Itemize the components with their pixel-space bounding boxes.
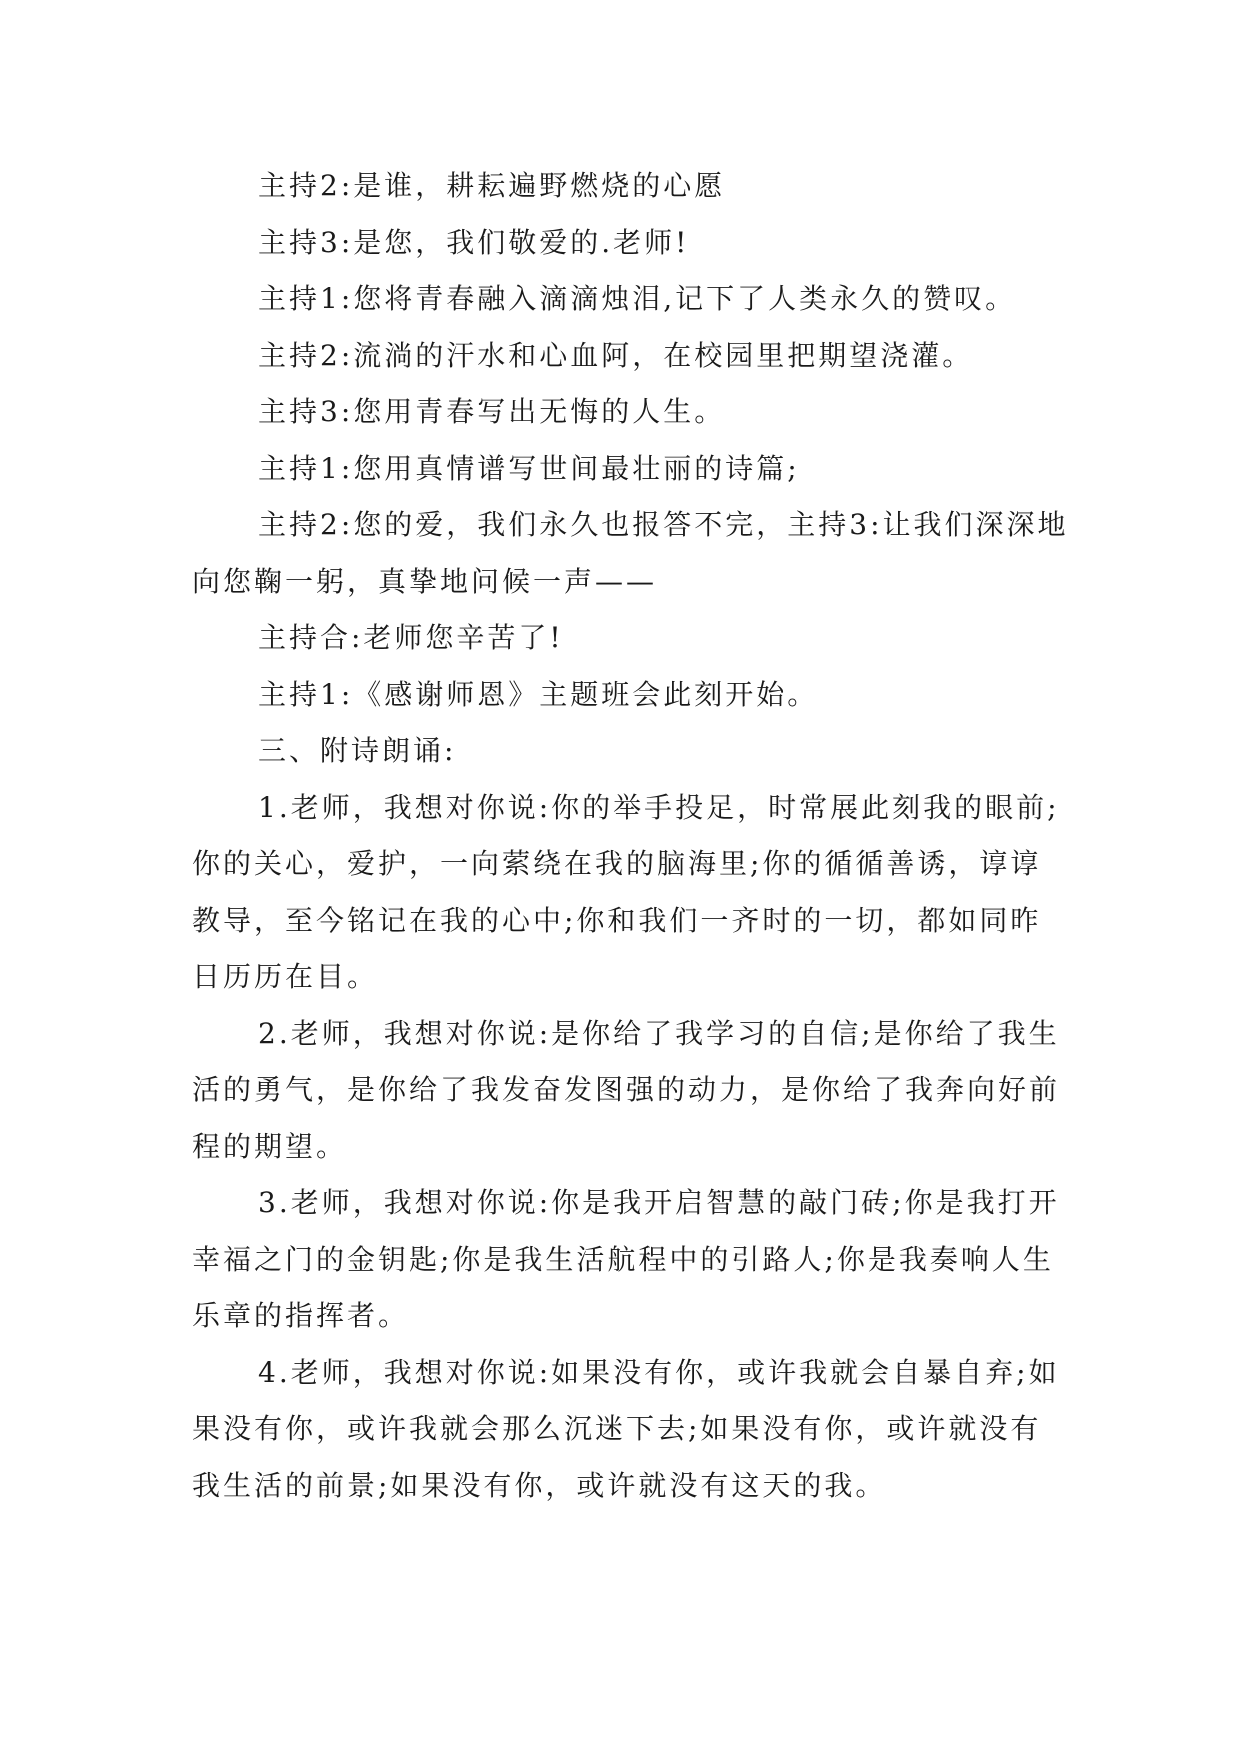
host2-line-2: 主持2:流淌的汗水和心血阿，在校园里把期望浇灌。	[258, 338, 974, 372]
section-heading-poem: 三、附诗朗诵:	[258, 734, 457, 767]
host1-line-1: 主持1:您将青春融入滴滴烛泪,记下了人类永久的赞叹。	[258, 282, 1017, 315]
host3-line-1: 主持3:是您，我们敬爱的.老师!	[258, 225, 690, 259]
host3-line-2: 主持3:您用青春写出无悔的人生。	[258, 395, 726, 428]
poem-stanza-2: 2.老师，我想对你说:是你给了我学习的自信;是你给了我生活的勇气，是你给了我发奋发图强的动力，是你给了我奔向好前程的期望。	[192, 1016, 1061, 1163]
host1-opening-line: 主持1:《感谢师恩》主题班会此刻开始。	[258, 677, 819, 711]
document-body	[192, 158, 1072, 1514]
poem-stanza-3: 3.老师，我想对你说:你是我开启智慧的敲门砖;你是我打开幸福之门的金钥匙;你是我生活航程中的引路人;你是我奏响人生乐章的指挥者。	[192, 1186, 1060, 1332]
host2-line-1: 主持2:是谁，耕耘遍野燃烧的心愿	[258, 169, 726, 202]
host2-host3-line: 主持2:您的爱，我们永久也报答不完，主持3:让我们深深地向您鞠一躬，真挚地问候一声——	[192, 508, 1069, 598]
hosts-together-line: 主持合:老师您辛苦了!	[258, 621, 564, 654]
host1-line-2: 主持1:您用真情谱写世间最壮丽的诗篇;	[258, 451, 800, 485]
poem-stanza-1: 1.老师，我想对你说:你的举手投足，时常展此刻我的眼前;你的关心，爱护，一向萦绕在我的脑海里;你的循循善诱，谆谆教导，至今铭记在我的心中;你和我们一齐时的一切，都如同昨日历历在目。	[192, 790, 1060, 993]
poem-stanza-4: 4.老师，我想对你说:如果没有你，或许我就会自暴自弃;如果没有你，或许我就会那么沉迷下去;如果没有你，或许就没有我生活的前景;如果没有你，或许就没有这天的我。	[192, 1355, 1060, 1502]
